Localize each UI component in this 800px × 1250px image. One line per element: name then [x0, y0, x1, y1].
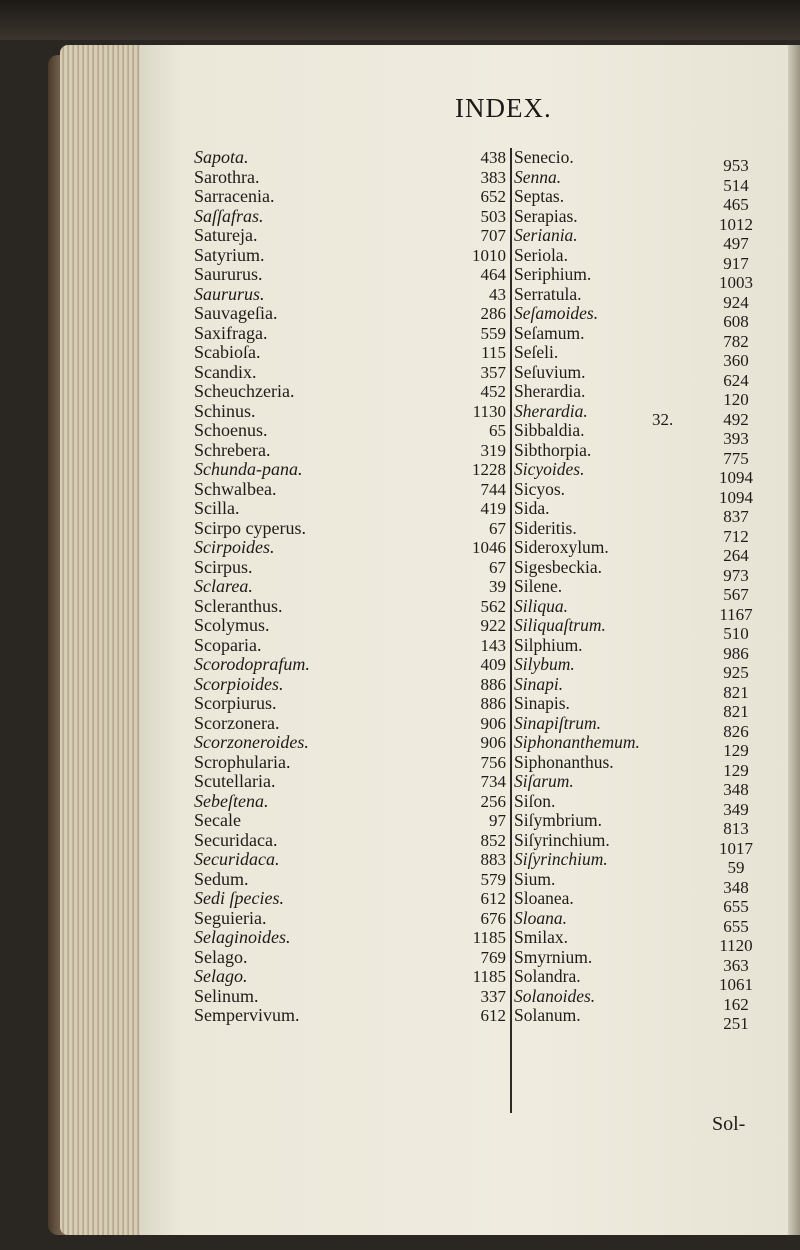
index-entry: Saxifraga. [194, 322, 268, 343]
left-page-number-column [440, 148, 506, 1026]
index-entry: Sempervivum. [194, 1005, 300, 1025]
index-entry: Sedum. [194, 868, 249, 889]
page-number: 756 [480, 752, 506, 772]
index-entry: Siſarum. [514, 771, 574, 791]
page-number: 143 [480, 635, 506, 655]
index-entry: Senna. [514, 166, 562, 187]
index-entry: Scilla. [194, 498, 240, 518]
page-heading: INDEX. [455, 93, 552, 123]
page-number: 357 [480, 362, 506, 382]
page-number: 567 [723, 585, 749, 604]
index-entry: Sarothra. [194, 166, 260, 187]
page-number: 608 [723, 312, 749, 331]
page-number: 503 [480, 206, 506, 226]
index-entry: Silene. [514, 576, 563, 596]
index-entry: Seriania. [514, 225, 578, 245]
page-number: 624 [723, 370, 749, 390]
index-entry: Scorpiurus. [194, 693, 277, 713]
index-entry: Saururus. [194, 264, 263, 284]
page-number: 129 [723, 760, 749, 780]
index-entry: Selaginoides. [194, 927, 291, 947]
index-entry: Scorodoprafum. [194, 654, 310, 674]
index-entry: Senecio. [514, 147, 574, 167]
page-number: 782 [723, 331, 749, 351]
page-number: 925 [723, 663, 749, 682]
page-number: 769 [480, 947, 506, 967]
side-note: 32. [652, 410, 674, 429]
index-entry: Sium. [514, 868, 556, 889]
page-number: 612 [480, 1006, 506, 1025]
background-bottom [0, 1235, 800, 1250]
page-number: 419 [480, 499, 506, 518]
page-number: 492 [723, 409, 749, 429]
page-number: 67 [489, 518, 506, 538]
index-entry: Serapias. [514, 205, 578, 226]
index-entry: Selinum. [194, 985, 259, 1006]
page-number: 579 [480, 869, 506, 889]
catchword: Sol- [712, 1113, 746, 1135]
index-entry: Sicyoides. [514, 459, 585, 479]
index-entry: Sapota. [194, 147, 249, 167]
index-entry: Scirpo cyperus. [194, 517, 306, 538]
page-number: 348 [723, 780, 749, 799]
index-entry: Selago. [194, 946, 248, 967]
index-entry: Schoenus. [194, 420, 268, 440]
index-entry: Securidaca. [194, 829, 278, 850]
page-number: 348 [723, 877, 749, 897]
index-entry: Scheuchzeria. [194, 381, 295, 401]
index-entry: Scirpoides. [194, 537, 275, 557]
page-number: 886 [480, 674, 506, 694]
index-entry: Secale [194, 810, 241, 830]
index-entry: Scorzonera. [194, 712, 280, 733]
page-number: 612 [480, 889, 506, 908]
index-entry: Sida. [514, 498, 550, 518]
index-entry: Scandix. [194, 361, 257, 382]
page-edge-right [788, 45, 800, 1240]
index-entry: Sinapiſtrum. [514, 712, 602, 733]
index-entry: Sarracenia. [194, 186, 275, 206]
page-number: 363 [723, 955, 749, 975]
page-number: 1003 [719, 273, 753, 292]
page-number: 1061 [719, 975, 753, 994]
index-entry: Silphium. [514, 634, 583, 655]
column-divider [510, 148, 512, 1113]
index-entry: Schwalbea. [194, 478, 277, 499]
page-number: 67 [489, 557, 506, 577]
page-number: 39 [489, 577, 506, 596]
page-edges-left [60, 45, 142, 1235]
page-number: 43 [489, 284, 506, 304]
page-number: 652 [480, 187, 506, 206]
index-entry: Siſon. [514, 790, 556, 811]
page-number: 337 [480, 986, 506, 1006]
index-entry: Sideritis. [514, 517, 577, 538]
page-number: 906 [480, 713, 506, 733]
page-number: 1094 [719, 468, 753, 487]
index-entry: Saſſafras. [194, 205, 264, 226]
page-number: 922 [480, 616, 506, 635]
index-entry: Scutellaria. [194, 771, 276, 791]
page-number: 1185 [472, 928, 506, 947]
page-number: 707 [480, 226, 506, 245]
page-number: 883 [480, 850, 506, 869]
page-number: 465 [723, 195, 749, 214]
page-number: 986 [723, 643, 749, 663]
index-entry: Siliqua. [514, 595, 568, 616]
page-number: 821 [723, 702, 749, 721]
index-entry: Sibthorpia. [514, 439, 592, 460]
index-entry: Schrebera. [194, 439, 271, 460]
index-entry: Siphonanthemum. [514, 732, 640, 752]
index-entry: Schinus. [194, 400, 256, 421]
index-entry: Seſamum. [514, 322, 585, 343]
page-number: 562 [480, 596, 506, 616]
index-entry: Solandra. [514, 966, 581, 986]
index-entry: Scorpioides. [194, 673, 284, 694]
page-number: 120 [723, 390, 749, 409]
page-number: 744 [480, 479, 506, 499]
page-number: 559 [480, 323, 506, 343]
index-entry: Silybum. [514, 654, 575, 674]
page-number: 712 [723, 526, 749, 546]
index-entry: Seſuvium. [514, 361, 586, 382]
page-number: 821 [723, 682, 749, 702]
index-entry: Selago. [194, 966, 248, 986]
background-top [0, 0, 800, 40]
index-entry: Satureja. [194, 225, 258, 245]
page-number: 1130 [472, 401, 506, 421]
page-number: 393 [723, 429, 749, 448]
index-entry: Solanoides. [514, 985, 596, 1006]
page-number: 319 [480, 440, 506, 460]
page-number: 514 [723, 175, 749, 195]
page-number: 409 [480, 655, 506, 674]
index-entry: Scorzoneroides. [194, 732, 309, 752]
index-entry: Smyrnium. [514, 946, 593, 967]
index-entry: Schunda-pana. [194, 459, 303, 479]
index-entry: Sloanea. [514, 888, 574, 908]
index-entry: Solanum. [514, 1005, 581, 1025]
page-number: 837 [723, 507, 749, 526]
page-number: 1167 [719, 604, 753, 624]
page-number: 115 [481, 343, 506, 362]
index-entry: Septas. [514, 186, 565, 206]
index-entry: Sicyos. [514, 478, 566, 499]
page-number: 1094 [719, 487, 753, 507]
index-entry: Seriola. [514, 244, 568, 265]
page-number: 360 [723, 351, 749, 370]
index-entry: Seſamoides. [514, 303, 599, 323]
index-entry: Sauvageſia. [194, 303, 278, 323]
index-entry: Sherardia. [514, 381, 586, 401]
page-number: 286 [480, 304, 506, 323]
page-number: 973 [723, 565, 749, 585]
page-number: 775 [723, 448, 749, 468]
index-entry: Scrophularia. [194, 751, 291, 772]
page-number: 1185 [472, 967, 506, 986]
page-number: 162 [723, 994, 749, 1014]
index-entry: Siſyrinchium. [514, 849, 608, 869]
page-number: 813 [723, 819, 749, 838]
page-number: 953 [723, 156, 749, 175]
index-entry: Seſeli. [514, 342, 559, 362]
index-entry: Seguieria. [194, 907, 267, 928]
page-number: 464 [480, 265, 506, 284]
page-number: 383 [480, 167, 506, 187]
index-entry: Securidaca. [194, 849, 280, 869]
index-entry: Siſymbrium. [514, 810, 602, 830]
page-number: 655 [723, 897, 749, 916]
page-number: 65 [489, 421, 506, 440]
page-number: 129 [723, 741, 749, 760]
page-number: 59 [727, 858, 745, 877]
page-number: 1228 [472, 460, 506, 479]
index-entry: Seriphium. [514, 264, 592, 284]
index-entry: Saururus. [194, 283, 265, 304]
page-number: 1012 [719, 214, 753, 234]
index-entry: Scabioſa. [194, 342, 261, 362]
page-number: 1046 [472, 538, 506, 557]
page-number: 826 [723, 721, 749, 741]
page-number: 655 [723, 916, 749, 936]
left-entry-column [194, 148, 310, 1026]
right-page-number-column [700, 148, 772, 1033]
page-number: 452 [480, 382, 506, 401]
index-entry: Scoparia. [194, 634, 262, 655]
index-entry: Scleranthus. [194, 595, 283, 616]
right-entry-column [514, 148, 640, 1026]
page-number: 1120 [719, 936, 753, 955]
index-entry: Sedi ſpecies. [194, 888, 284, 908]
page-number: 924 [723, 292, 749, 312]
index-entry: Siliquaſtrum. [514, 615, 606, 635]
index-entry: Sideroxylum. [514, 537, 609, 557]
page-number: 497 [723, 234, 749, 253]
index-entry: Sibbaldia. [514, 420, 585, 440]
page-number: 251 [723, 1014, 749, 1033]
index-entry: Sigesbeckia. [514, 556, 602, 577]
page-number: 886 [480, 694, 506, 713]
index-entry: Smilax. [514, 927, 568, 947]
index-entry: Scirpus. [194, 556, 253, 577]
index-entry: Scolymus. [194, 615, 270, 635]
index-entry: Sebeſtena. [194, 790, 269, 811]
page-number: 917 [723, 253, 749, 273]
index-entry: Sherardia. [514, 400, 588, 421]
page-number: 734 [480, 772, 506, 791]
page-number: 510 [723, 624, 749, 643]
index-entry: Sinapi. [514, 673, 564, 694]
page-number: 349 [723, 799, 749, 819]
page-number: 906 [480, 733, 506, 752]
page-number: 852 [480, 830, 506, 850]
page-number: 676 [480, 908, 506, 928]
page-number: 264 [723, 546, 749, 565]
page-number: 1017 [719, 838, 753, 858]
index-entry: Sclarea. [194, 576, 253, 596]
index-entry: Siſyrinchium. [514, 829, 610, 850]
page-number: 97 [489, 811, 506, 830]
index-entry: Sloana. [514, 907, 567, 928]
index-entry: Satyrium. [194, 244, 265, 265]
index-entry: Siphonanthus. [514, 751, 614, 772]
index-entry: Sinapis. [514, 693, 570, 713]
page-number: 438 [480, 148, 506, 167]
index-entry: Serratula. [514, 283, 582, 304]
page-number: 256 [480, 791, 506, 811]
page-number: 1010 [472, 245, 506, 265]
